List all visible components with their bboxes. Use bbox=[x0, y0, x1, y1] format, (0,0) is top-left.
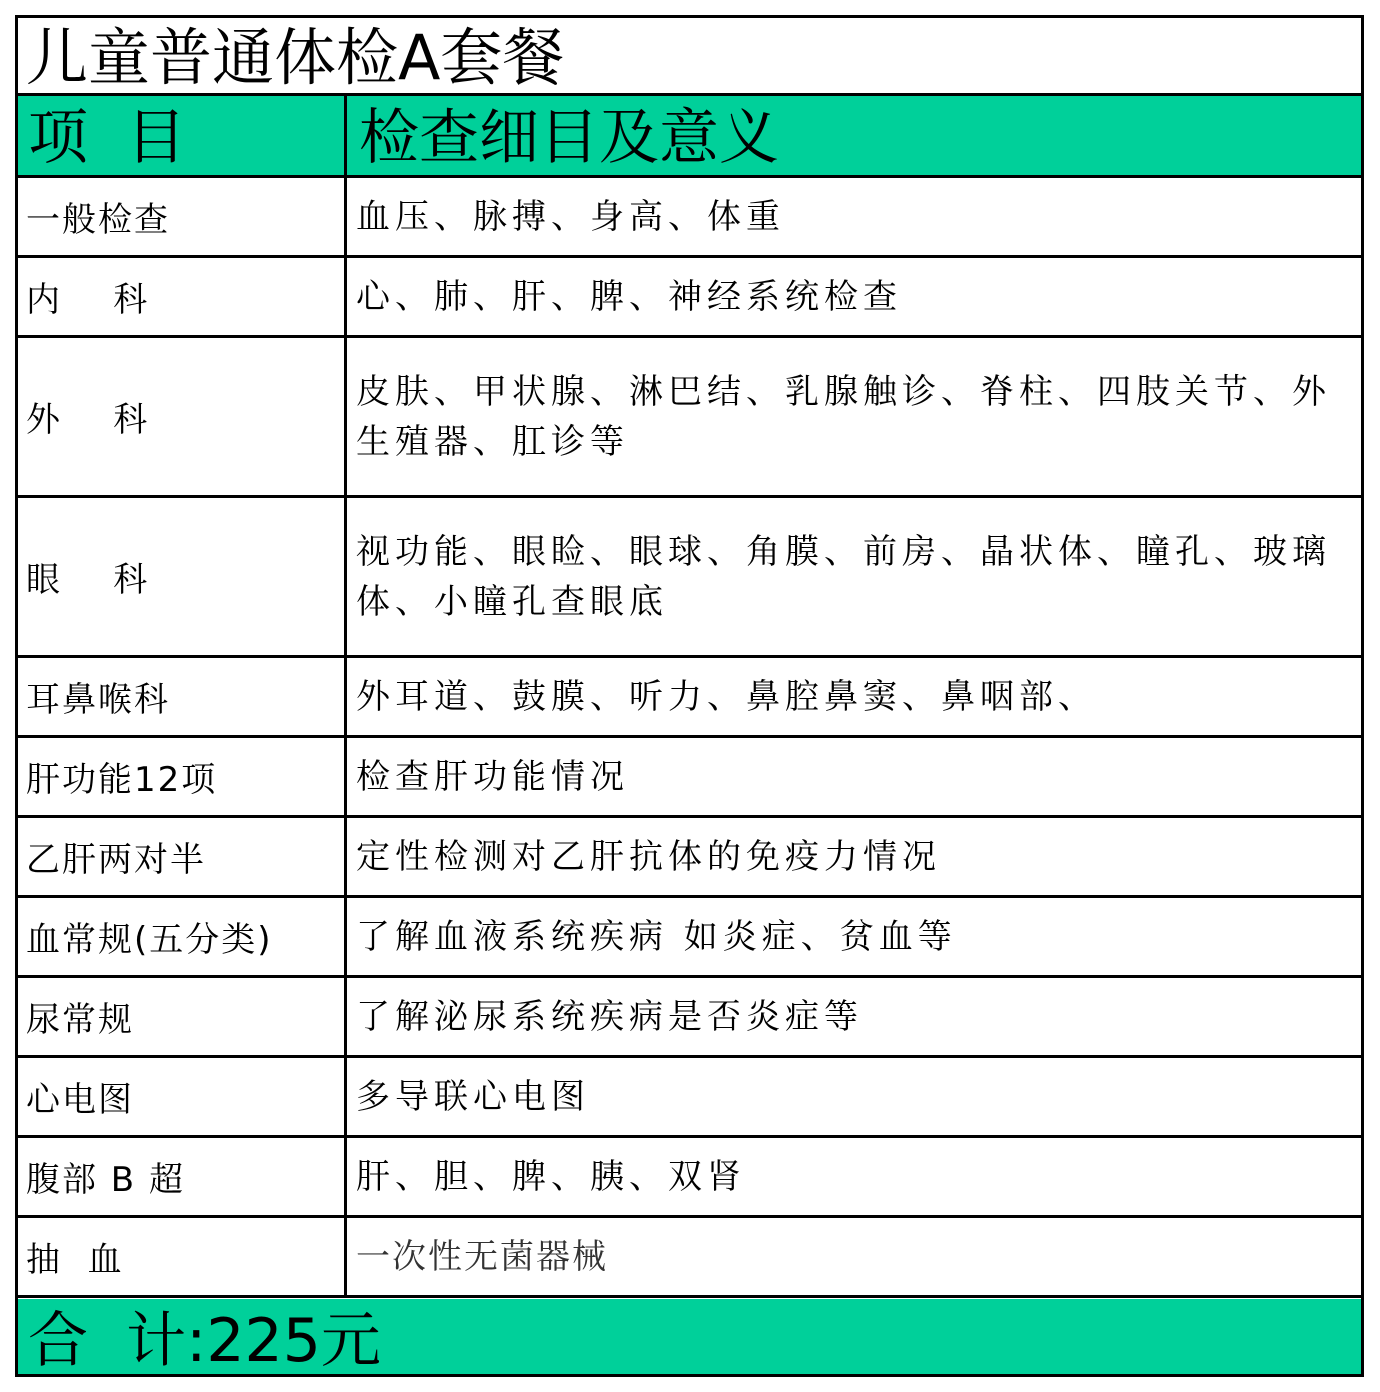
row-detail: 多导联心电图 bbox=[356, 1076, 590, 1117]
row-detail: 了解泌尿系统疾病是否炎症等 bbox=[356, 996, 863, 1037]
row-detail: 检查肝功能情况 bbox=[356, 756, 629, 797]
row-item: 心电图 bbox=[18, 1058, 347, 1135]
row-detail: 视功能、眼睑、眼球、角膜、前房、晶状体、瞳孔、玻璃体、小瞳孔查眼底 bbox=[356, 531, 1331, 622]
table-row bbox=[18, 898, 1361, 978]
row-item: 一般检查 bbox=[18, 178, 347, 255]
table-header bbox=[18, 96, 1361, 178]
package-table bbox=[15, 15, 1364, 1377]
table-row bbox=[18, 258, 1361, 338]
table-row bbox=[18, 1218, 1361, 1298]
header-detail: 检查细目及意义 bbox=[359, 103, 779, 173]
total-price: 合 计:225元 bbox=[18, 1299, 1361, 1374]
row-item: 乙肝两对半 bbox=[18, 818, 347, 895]
table-row bbox=[18, 1138, 1361, 1218]
row-detail: 了解血液系统疾病 如炎症、贫血等 bbox=[356, 916, 957, 957]
row-detail: 肝、胆、脾、胰、双肾 bbox=[356, 1156, 746, 1197]
table-row bbox=[18, 498, 1361, 658]
row-detail: 定性检测对乙肝抗体的免疫力情况 bbox=[356, 836, 941, 877]
header-item: 项 目 bbox=[18, 96, 347, 175]
row-item: 眼 科 bbox=[18, 498, 347, 655]
table-row bbox=[18, 818, 1361, 898]
row-item: 尿常规 bbox=[18, 978, 347, 1055]
row-item: 外 科 bbox=[18, 338, 347, 495]
row-item: 耳鼻喉科 bbox=[18, 658, 347, 735]
row-detail: 血压、脉搏、身高、体重 bbox=[356, 196, 785, 237]
table-row bbox=[18, 178, 1361, 258]
table-row bbox=[18, 1058, 1361, 1138]
table-row bbox=[18, 658, 1361, 738]
row-detail: 皮肤、甲状腺、淋巴结、乳腺触诊、脊柱、四肢关节、外生殖器、肛诊等 bbox=[356, 371, 1331, 462]
row-detail: 一次性无菌器械 bbox=[356, 1236, 608, 1277]
row-item: 腹部 B 超 bbox=[18, 1138, 347, 1215]
row-item: 肝功能12项 bbox=[18, 738, 347, 815]
table-row bbox=[18, 978, 1361, 1058]
row-item: 抽 血 bbox=[18, 1218, 347, 1295]
row-item: 内 科 bbox=[18, 258, 347, 335]
package-title: 儿童普通体检A套餐 bbox=[18, 18, 1361, 96]
table-row bbox=[18, 338, 1361, 498]
table-row bbox=[18, 738, 1361, 818]
row-detail: 心、肺、肝、脾、神经系统检查 bbox=[356, 276, 902, 317]
row-item: 血常规(五分类) bbox=[18, 898, 347, 975]
row-detail: 外耳道、鼓膜、听力、鼻腔鼻窦、鼻咽部、 bbox=[356, 676, 1097, 717]
table-body bbox=[18, 178, 1361, 1298]
